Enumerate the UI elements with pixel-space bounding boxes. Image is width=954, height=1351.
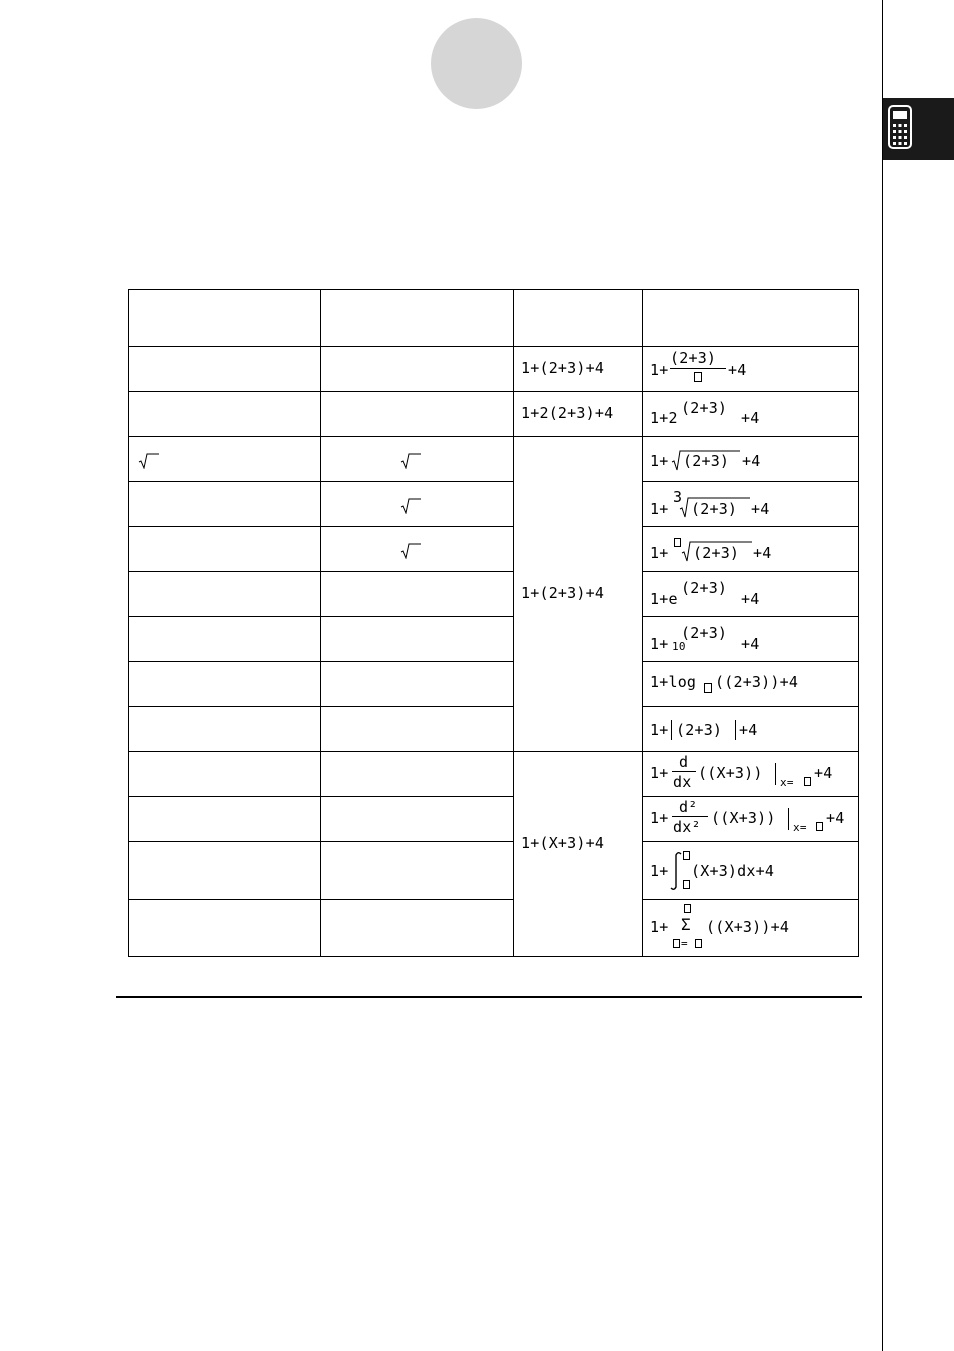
row-6-col-1 (128, 572, 321, 617)
radical-sign-icon (138, 453, 160, 469)
chapter-tab (883, 98, 954, 160)
fraction-bar (672, 771, 696, 772)
row-12-col-2 (321, 842, 514, 900)
row-1-col-2 (321, 347, 514, 392)
row-7-col-1 (128, 617, 321, 662)
derivative-denominator: dx (673, 773, 692, 791)
row-9-col-4: 1+ (2+3) +4 (643, 707, 859, 752)
derivative-numerator: d² (679, 798, 698, 816)
row-8-col-4: 1+log ((2+3))+4 (643, 662, 859, 707)
placeholder-box-icon (673, 939, 680, 948)
section-divider (116, 996, 862, 998)
superscript-exponent: (2+3) (681, 624, 728, 642)
fraction-bar (672, 816, 708, 817)
row-2-col-1 (128, 392, 321, 437)
evaluation-bar (788, 808, 789, 830)
abs-bar-left (671, 720, 672, 740)
row-7-col-2 (321, 617, 514, 662)
row-12-col-4: 1+ (X+3)dx+4 (643, 842, 859, 900)
row-6-col-4: 1+e (2+3) +4 (643, 572, 859, 617)
chapter-marker-circle (431, 18, 522, 109)
root-index: 3 (673, 488, 683, 506)
row-12-col-1 (128, 842, 321, 900)
placeholder-box-icon (704, 683, 712, 693)
placeholder-box-icon (674, 538, 681, 547)
subscript-ten: 10 (672, 640, 686, 653)
superscript-exponent: (2+3) (681, 579, 728, 597)
fraction-numerator: (2+3) (670, 349, 717, 367)
row-11-col-1 (128, 797, 321, 842)
placeholder-box-icon (684, 904, 691, 913)
row-3-col-2 (321, 437, 514, 482)
radical-sign-icon (400, 453, 422, 469)
linear-expression: 1+(2+3)+4 (521, 359, 605, 377)
row-2-col-4: 1+2 (2+3) +4 (643, 392, 859, 437)
row-7-col-4: 1+ 10 (2+3) +4 (643, 617, 859, 662)
row-8-col-2 (321, 662, 514, 707)
placeholder-box-icon (683, 851, 690, 860)
header-cell-3 (514, 289, 643, 347)
row-1-col-1 (128, 347, 321, 392)
header-cell-4 (643, 289, 859, 347)
abs-bar-right (735, 720, 736, 740)
placeholder-box-icon (804, 777, 811, 786)
row-2-col-2 (321, 392, 514, 437)
integral-sign-icon (670, 851, 682, 891)
radical-sign-icon (400, 543, 422, 559)
row-2-col-3 (514, 392, 643, 437)
row-11-col-4: 1+ d² dx² ((X+3)) x= +4 (643, 797, 859, 842)
row-13-col-2 (321, 900, 514, 957)
placeholder-box-icon (683, 880, 690, 889)
fraction-bar (670, 368, 726, 369)
calculator-icon (888, 105, 912, 149)
placeholder-box-icon (816, 822, 823, 831)
linear-expression: 1+2(2+3)+4 (521, 404, 614, 422)
row-9-col-1 (128, 707, 321, 752)
input-output-table (128, 289, 859, 957)
superscript-exponent: (2+3) (681, 399, 728, 417)
page-edge-rule (882, 0, 883, 1351)
row-1-col-4: 1+ (2+3) +4 (643, 347, 859, 392)
linear-expression: 1+(X+3)+4 (521, 834, 605, 852)
header-cell-1 (128, 289, 321, 347)
row-6-col-2 (321, 572, 514, 617)
derivative-denominator: dx² (673, 818, 701, 836)
radical-sign-icon (400, 498, 422, 514)
row-4-col-4: 1+ 3 (2+3) +4 (643, 482, 859, 527)
row-5-col-2 (321, 527, 514, 572)
merged-calculus-input-cell (514, 752, 643, 957)
row-10-col-1 (128, 752, 321, 797)
row-9-col-2 (321, 707, 514, 752)
row-13-col-1 (128, 900, 321, 957)
placeholder-box-icon (694, 372, 702, 382)
row-3-col-1 (128, 437, 321, 482)
row-5-col-1 (128, 527, 321, 572)
row-4-col-2 (321, 482, 514, 527)
derivative-numerator: d (679, 753, 689, 771)
row-8-col-1 (128, 662, 321, 707)
row-11-col-2 (321, 797, 514, 842)
row-1-col-3 (514, 347, 643, 392)
row-5-col-4: 1+ (2+3) +4 (643, 527, 859, 572)
row-10-col-2 (321, 752, 514, 797)
row-3-col-4: 1+ (2+3) +4 (643, 437, 859, 482)
row-13-col-4: 1+ Σ = ((X+3))+4 (643, 900, 859, 957)
row-4-col-1 (128, 482, 321, 527)
linear-expression: 1+(2+3)+4 (521, 584, 605, 602)
placeholder-box-icon (695, 939, 702, 948)
row-10-col-4: 1+ d dx ((X+3)) x= +4 (643, 752, 859, 797)
evaluation-bar (775, 763, 776, 785)
header-cell-2 (321, 289, 514, 347)
merged-function-input-cell (514, 437, 643, 752)
summation-sign: Σ (681, 915, 691, 934)
